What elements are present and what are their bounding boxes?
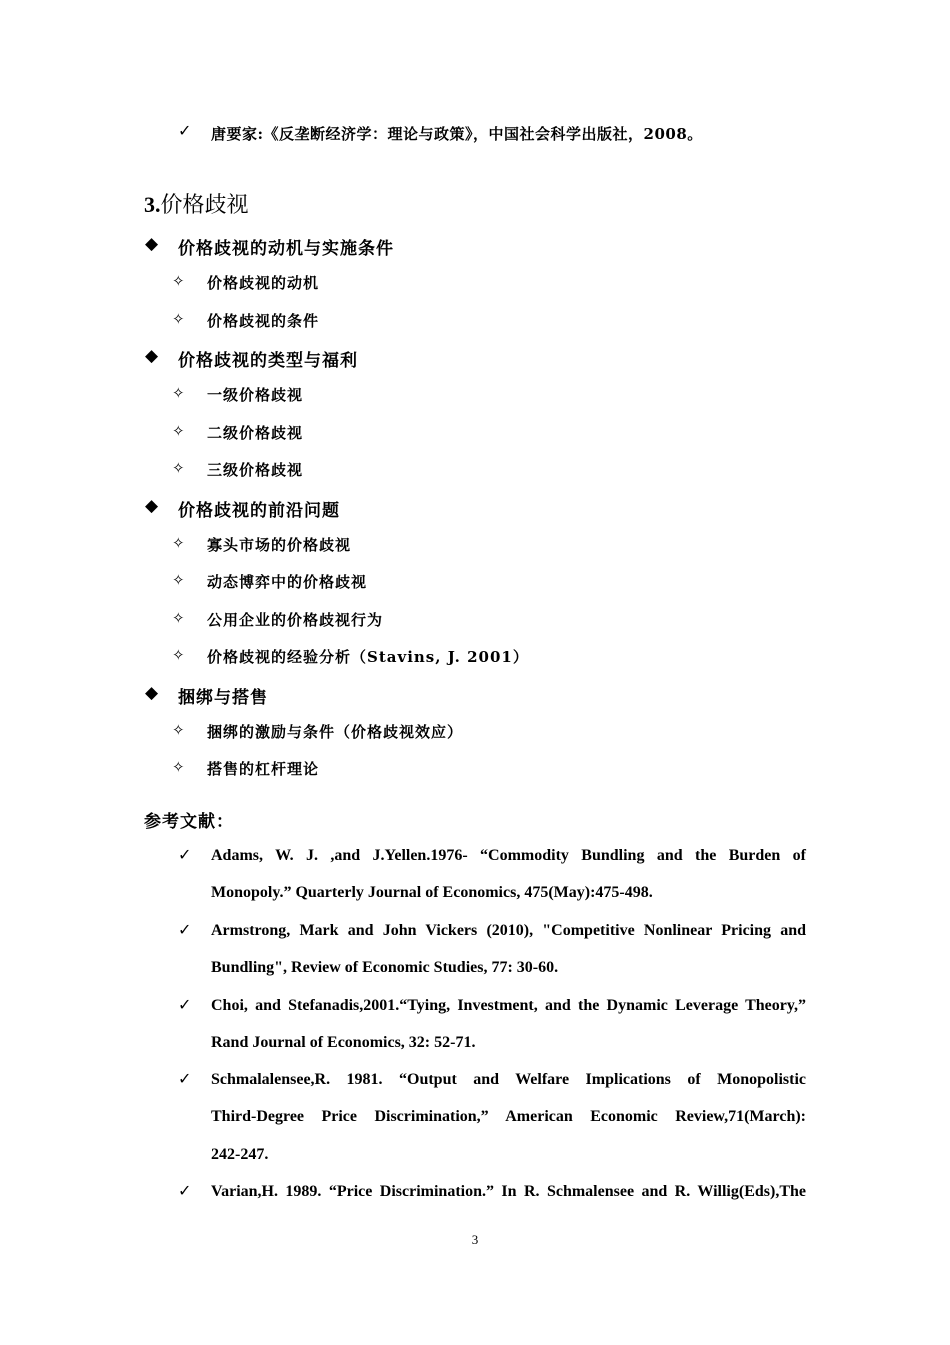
reference-line: Monopoly.” Quarterly Journal of Economics, 475(May):475-498. <box>211 884 653 901</box>
section-heading <box>144 188 249 219</box>
reference-line: Bundling", Review of Economic Studies, 77: 30-60. <box>211 959 559 976</box>
outline-item: 二级价格歧视 <box>207 424 304 442</box>
outline-heading: 价格歧视的动机与实施条件 <box>178 239 394 259</box>
check-icon: ✓ <box>178 1069 192 1088</box>
reference-line: Armstrong, Mark and John Vickers (2010), "Competitive Nonlinear Pricing and <box>211 922 806 939</box>
diamond-bullet-icon: ◆ <box>145 234 159 254</box>
star-bullet-icon: ✧ <box>172 272 185 290</box>
star-bullet-icon: ✧ <box>172 571 185 589</box>
reference-line: Varian,H. 1989. “Price Discrimination.” In R. Schmalensee and R. Willig(Eds),The <box>211 1183 806 1200</box>
reference-line: Schmalalensee,R. 1981. “Output and Welfare Implications of Monopolistic <box>211 1071 806 1088</box>
star-bullet-icon: ✧ <box>172 609 185 627</box>
outline-item: 公用企业的价格歧视行为 <box>207 611 384 629</box>
diamond-bullet-icon: ◆ <box>145 496 159 516</box>
check-icon: ✓ <box>178 121 192 140</box>
outline-item: 捆绑的激励与条件（价格歧视效应） <box>207 723 464 741</box>
outline-item: 三级价格歧视 <box>207 461 304 479</box>
reference-line: Choi, and Stefanadis,2001.“Tying, Investment, and the Dynamic Leverage Theory,” <box>211 997 806 1014</box>
outline-item: 价格歧视的条件 <box>207 312 320 330</box>
star-bullet-icon: ✧ <box>172 534 185 552</box>
section-title: 价格歧视 <box>160 193 249 218</box>
outline-item: 价格歧视的经验分析（Stavins, J. 2001） <box>207 648 529 666</box>
outline-item: 动态博弈中的价格歧视 <box>207 573 368 591</box>
reference-line: 242-247. <box>211 1146 269 1163</box>
star-bullet-icon: ✧ <box>172 459 185 477</box>
star-bullet-icon: ✧ <box>172 310 185 328</box>
reference-line: Rand Journal of Economics, 32: 52-71. <box>211 1034 476 1051</box>
references-title: 参考文献： <box>144 812 234 832</box>
outline-heading: 价格歧视的类型与福利 <box>178 351 358 371</box>
outline-item: 一级价格歧视 <box>207 386 304 404</box>
section-number: 3. <box>144 192 161 217</box>
outline-heading: 价格歧视的前沿问题 <box>178 501 340 521</box>
star-bullet-icon: ✧ <box>172 422 185 440</box>
check-icon: ✓ <box>178 920 192 939</box>
check-icon: ✓ <box>178 845 192 864</box>
reference-line: Adams, W. J. ,and J.Yellen.1976- “Commodity Bundling and the Burden of <box>211 847 806 864</box>
outline-heading: 捆绑与搭售 <box>178 688 268 708</box>
star-bullet-icon: ✧ <box>172 646 185 664</box>
outline-item: 搭售的杠杆理论 <box>207 760 320 778</box>
page-number: 3 <box>471 1232 479 1247</box>
check-icon: ✓ <box>178 1181 192 1200</box>
outline-item: 寡头市场的价格歧视 <box>207 536 352 554</box>
star-bullet-icon: ✧ <box>172 758 185 776</box>
star-bullet-icon: ✧ <box>172 384 185 402</box>
outline-item: 价格歧视的动机 <box>207 274 320 292</box>
top-reference-text: 唐要家:《反垄断经济学：理论与政策》，中国社会科学出版社，2008。 <box>211 125 703 143</box>
check-icon: ✓ <box>178 995 192 1014</box>
reference-line: Third-Degree Price Discrimination,” American Economic Review,71(March): <box>211 1108 806 1125</box>
diamond-bullet-icon: ◆ <box>145 346 159 366</box>
diamond-bullet-icon: ◆ <box>145 683 159 703</box>
star-bullet-icon: ✧ <box>172 721 185 739</box>
